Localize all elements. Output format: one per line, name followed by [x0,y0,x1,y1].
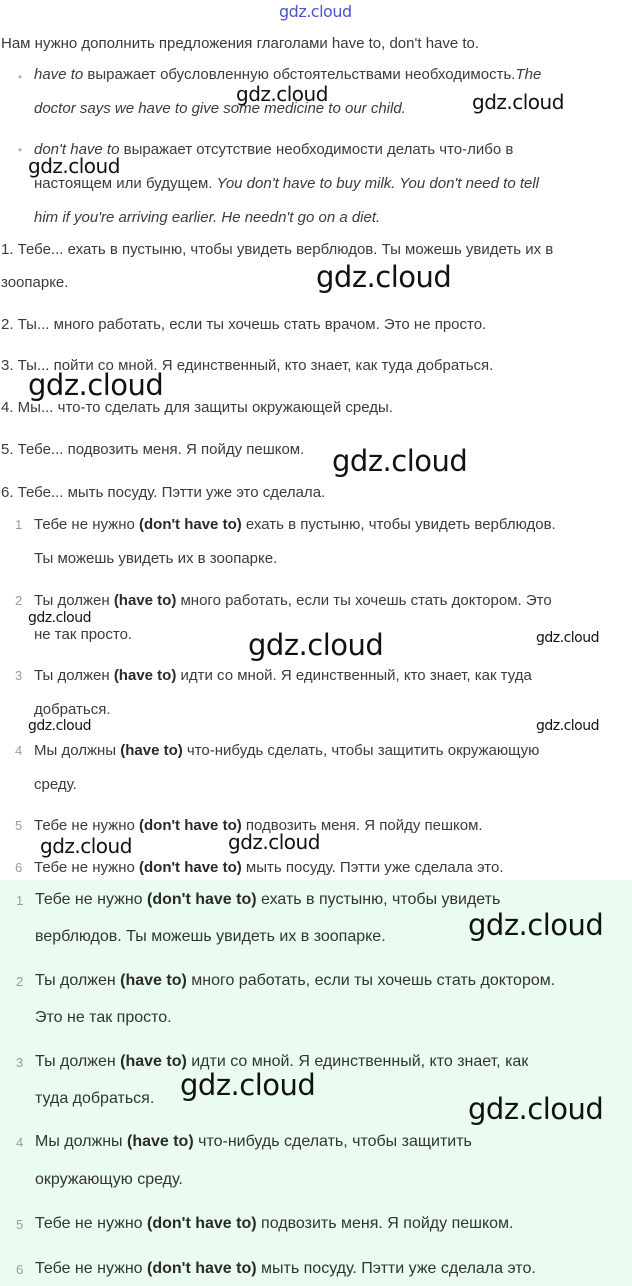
text-line [35,972,555,990]
text-line [35,1215,513,1233]
text-segment: Тебе не нужно [34,817,139,834]
text-segment: добраться. [34,701,111,718]
task-4: 4. Мы... что-то сделать для защиты окружающей среды. [1,399,393,416]
task-3: 3. Ты... пойти со мной. Я единственный, кто знает, как туда добраться. [1,357,494,374]
text-line [34,550,277,567]
answer-number: 3 [16,1055,24,1070]
text-line [35,1090,154,1108]
answer-verb: (don't have to) [147,1260,257,1277]
text-segment: окружающую среду. [35,1171,183,1188]
text-segment: Ты должен [34,592,114,609]
text-line [35,1009,172,1027]
text-line [34,701,111,718]
task-2: 2. Ты... много работать, если ты хочешь стать врачом. Это не просто. [1,316,487,333]
watermark: gdz.cloud [40,834,132,858]
text-segment: среду. [34,776,77,793]
text-segment: подвозить меня. Я пойду пешком. [256,1215,514,1232]
text-segment: ехать в пустыню, чтобы увидеть [256,891,501,908]
watermark: gdz.cloud [536,718,599,734]
answer-verb: (have to) [120,742,183,759]
text-segment: Тебе не нужно [35,1260,147,1277]
task-5: 5. Тебе... подвозить меня. Я пойду пешком. [1,441,305,458]
text-segment: Мы должны [34,742,121,759]
text-segment: выражает отсутствие необходимости делать что-либо в [119,141,514,158]
text-segment: him if you're arriving earlier. He needn't go on a diet. [34,209,381,226]
text-segment: You don't have to buy milk. You don't need to tell [216,175,540,192]
answer-number: 2 [16,974,24,989]
answer-verb: (don't have to) [139,859,242,876]
text-segment: Тебе не нужно [35,891,147,908]
watermark: gdz.cloud [472,90,564,114]
watermark: gdz.cloud [468,908,604,942]
watermark: gdz.cloud [536,630,599,646]
task-1-line-2: зоопарке. [1,274,69,291]
text-segment: Ты должен [34,667,114,684]
text-segment: мыть посуду. Пэтти уже сделала это. [256,1260,536,1277]
answer-verb: (don't have to) [139,516,242,533]
text-segment: ехать в пустыню, чтобы увидеть верблюдов. [241,516,556,533]
answer-number: 5 [16,1217,24,1232]
text-segment: туда добраться. [35,1090,155,1107]
text-segment: Мы должны [35,1133,127,1150]
text-segment: don't have to [34,141,120,158]
text-line [35,928,386,946]
text-segment: Ты должен [35,1053,121,1070]
text-line [34,859,504,876]
watermark: gdz.cloud [28,610,91,626]
watermark: gdz.cloud [468,1092,604,1126]
answer-verb: (have to) [120,972,187,989]
watermark: gdz.cloud [28,718,91,734]
task-1-line-1: 1. Тебе... ехать в пустыню, чтобы увидеть верблюдов. Ты можешь увидеть их в [1,241,554,258]
answer-number: 4 [16,1135,24,1150]
answer-number: 2 [15,593,23,608]
text-segment: doctor says we have to give some medicine to our child. [34,100,406,117]
text-segment: мыть посуду. Пэтти уже сделала это. [241,859,504,876]
text-line [34,66,541,83]
text-segment: много работать, если ты хочешь стать доктором. [186,972,556,989]
answer-verb: (have to) [113,592,177,609]
text-segment: Тебе не нужно [35,1215,147,1232]
answer-verb: (have to) [113,667,177,684]
text-segment: выражает обусловленную обстоятельствами необходимость. [83,66,516,83]
text-line [35,1260,536,1278]
answer-number: 3 [15,668,23,683]
watermark: gdz.cloud [28,368,164,402]
text-segment: что-нибудь сделать, чтобы защитить [193,1133,472,1150]
answer-verb: (don't have to) [147,1215,257,1232]
text-segment: что-нибудь сделать, чтобы защитить окружающую [182,742,540,759]
text-segment: идти со мной. Я единственный, кто знает, как [186,1053,529,1070]
text-line [35,891,500,909]
text-segment: Тебе не нужно [34,516,139,533]
text-line [34,592,552,609]
text-segment: не так просто. [34,626,133,643]
text-segment: подвозить меня. Я пойду пешком. [241,817,483,834]
answer-number: 4 [15,743,23,758]
watermark: gdz.cloud [28,154,120,178]
answer-number: 6 [15,860,23,875]
text-segment: The [515,66,542,83]
text-segment: Тебе не нужно [34,859,139,876]
intro-text: Нам нужно дополнить предложения глаголами have to, don't have to. [1,35,480,52]
answer-verb: (don't have to) [139,817,242,834]
watermark: gdz.cloud [332,444,468,478]
text-line [34,776,77,793]
answer-verb: (have to) [126,1133,194,1150]
answer-number: 1 [16,893,24,908]
answer-number: 6 [16,1262,24,1277]
watermark: gdz.cloud [236,82,328,106]
text-segment: have to [34,66,84,83]
text-segment: верблюдов. Ты можешь увидеть их в зоопарке. [35,928,386,945]
text-segment: настоящем или будущем. [34,175,217,192]
watermark-top: gdz.cloud [279,2,352,21]
text-segment: много работать, если ты хочешь стать доктором. Это [176,592,552,609]
text-line [35,1171,183,1189]
text-line [34,516,556,533]
watermark: gdz.cloud [316,260,452,294]
text-line [34,100,406,117]
task-6: 6. Тебе... мыть посуду. Пэтти уже это сделала. [1,484,326,501]
bullet-icon: • [18,70,23,84]
text-segment: Ты должен [35,972,121,989]
watermark: gdz.cloud [228,830,320,854]
answer-verb: (have to) [120,1053,187,1070]
text-line [34,626,132,643]
text-line [34,667,532,684]
watermark: gdz.cloud [248,628,384,662]
answer-number: 1 [15,517,23,532]
answer-verb: (don't have to) [147,891,257,908]
watermark: gdz.cloud [180,1068,316,1102]
text-segment: Ты можешь увидеть их в зоопарке. [34,550,278,567]
answer-number: 5 [15,818,23,833]
bullet-icon: • [18,143,23,157]
text-line [35,1133,472,1151]
text-segment: Это не так просто. [35,1009,172,1026]
text-segment: идти со мной. Я единственный, кто знает, как туда [176,667,532,684]
text-line [34,742,539,759]
text-line [34,209,380,226]
